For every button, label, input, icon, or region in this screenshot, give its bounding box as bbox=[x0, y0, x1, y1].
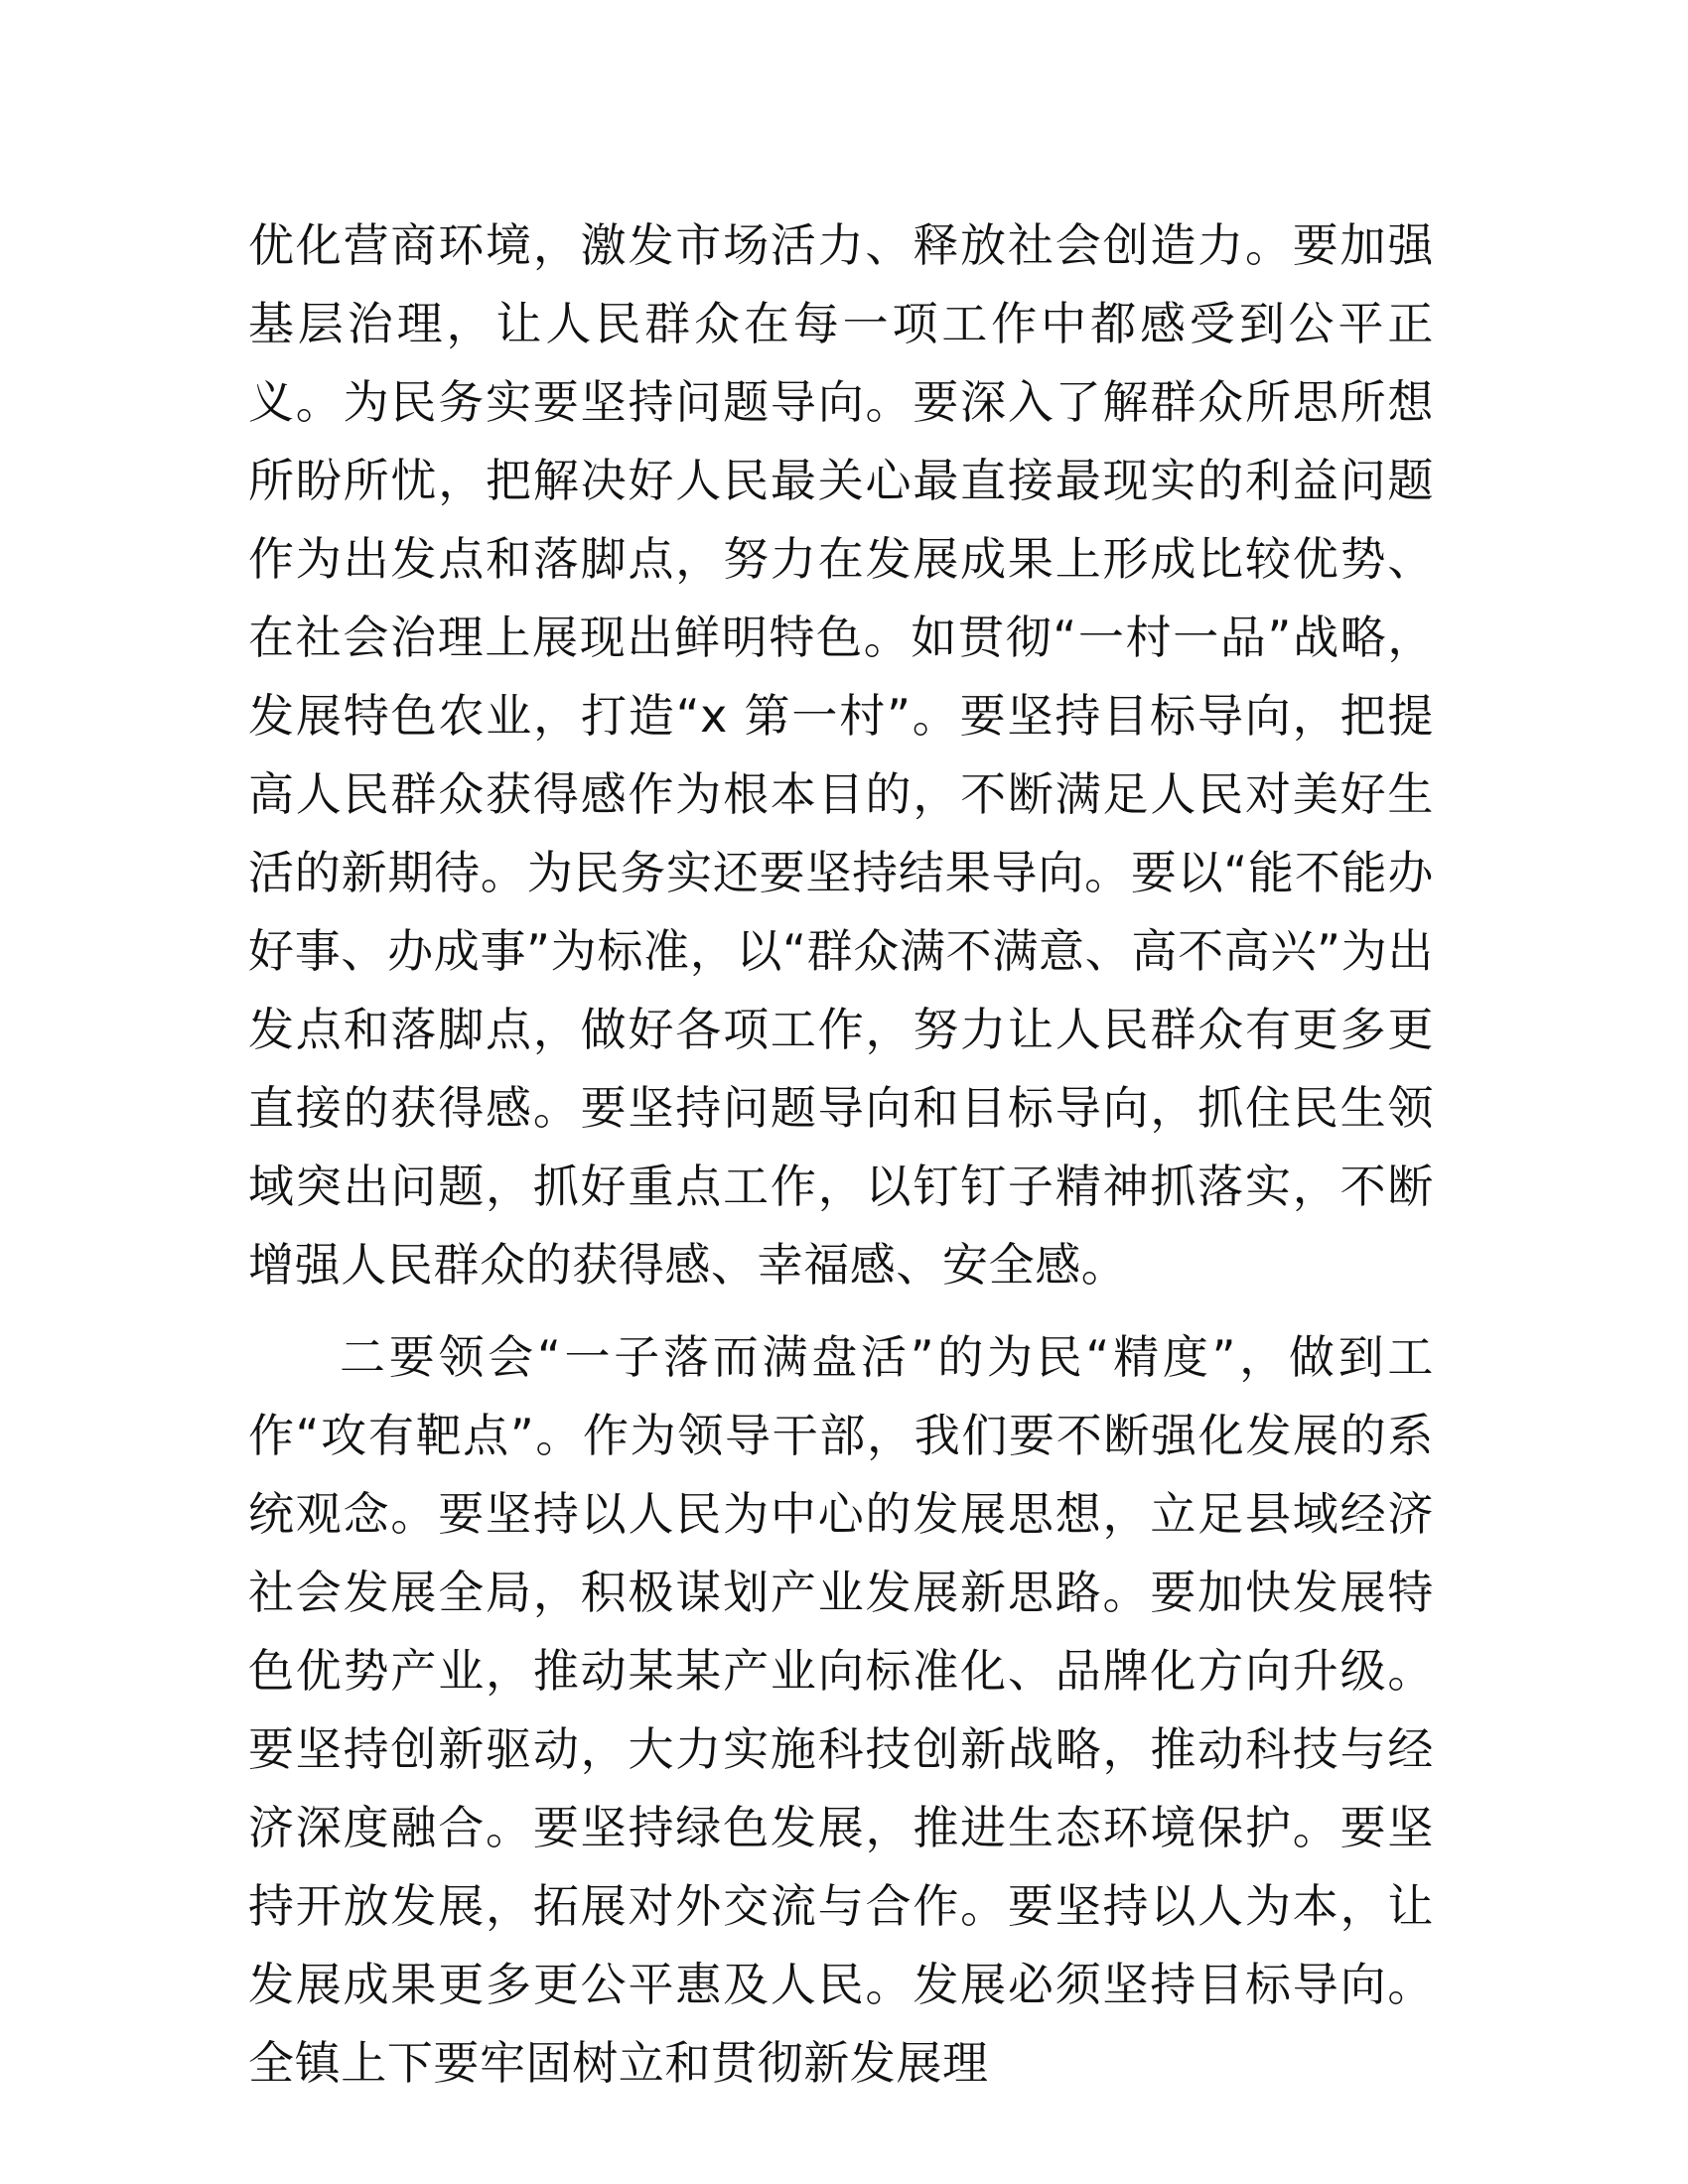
paragraph-continued: 优化营商环境，激发市场活力、释放社会创造力。要加强基层治理，让人民群众在每一项工作中都感受到公平正义。为民务实要坚持问题导向。要深入了解群众所思所想所盼所忧，把解决好人民最关心最直接最现实的利益问题作为出发点和落脚点，努力在发展成果上形成比较优势、在社会治理上展现出鲜明特色。如贯彻“一村一品”战略，发展特色农业，打造“x 第一村”。要坚持目标导向，把提高人民群众获得感作为根本目的，不断满足人民对美好生活的新期待。为民务实还要坚持结果导向。要以“能不能办好事、办成事”为标准，以“群众满不满意、高不高兴”为出发点和落脚点，做好各项工作，努力让人民群众有更多更直接的获得感。要坚持问题导向和目标导向，抓住民生领域突出问题，抓好重点工作，以钉钉子精神抓落实，不断增强人民群众的获得感、幸福感、安全感。 bbox=[248, 218, 1434, 1292]
paragraph-second-point: 二要领会“一子落而满盘活”的为民“精度”，做到工作“攻有靶点”。作为领导干部，我们要不断强化发展的系统观念。要坚持以人民为中心的发展思想，立足县域经济社会发展全局，积极谋划产业发展新思路。要加快发展特色优势产业，推动某某产业向标准化、品牌化方向升级。要坚持创新驱动，大力实施科技创新战略，推动科技与经济深度融合。要坚持绿色发展，推进生态环境保护。要坚持开放发展，拓展对外交流与合作。要坚持以人为本，让发展成果更多更公平惠及人民。发展必须坚持目标导向。全镇上下要牢固树立和贯彻新发展理 bbox=[248, 1330, 1434, 2090]
document-body bbox=[248, 206, 1434, 2103]
